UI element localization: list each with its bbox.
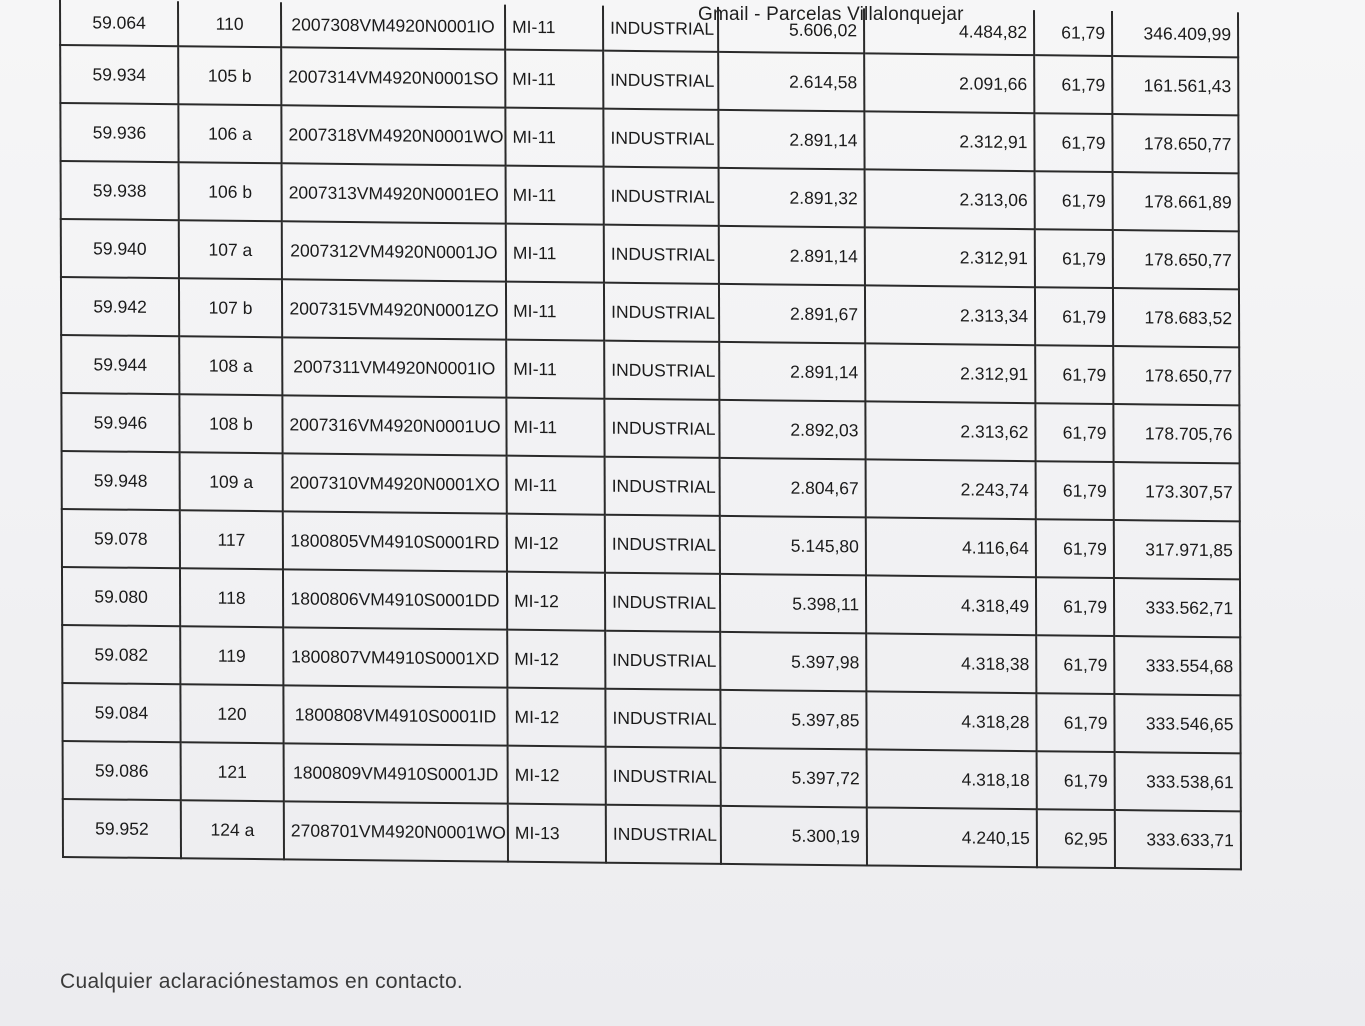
cell-total-value: 333.546,65 — [1114, 694, 1240, 753]
cell-parcel-number: 118 — [180, 568, 283, 627]
cell-zone-code: MI-12 — [507, 572, 605, 631]
cell-buildable-area: 2.312,91 — [865, 343, 1035, 403]
cell-land-use: INDUSTRIAL — [605, 515, 720, 574]
cell-buildable-area: 4.318,28 — [866, 691, 1036, 751]
cell-total-value: 161.561,43 — [1112, 56, 1238, 115]
cell-buildable-area: 4.240,15 — [867, 807, 1037, 867]
cell-total-value: 333.554,68 — [1114, 636, 1240, 695]
cell-surface: 5.397,72 — [721, 748, 867, 808]
cell-zone-code: MI-12 — [507, 514, 605, 573]
cell-parcel-number: 110 — [178, 1, 281, 47]
cell-record-number: 59.084 — [62, 683, 180, 742]
cell-surface: 2.614,58 — [718, 52, 864, 112]
cell-surface: 2.891,14 — [718, 110, 864, 170]
cell-cadastral-reference: 2007310VM4920N0001XO — [283, 453, 507, 513]
cell-unit-price: 62,95 — [1037, 809, 1115, 868]
cell-unit-price: 61,79 — [1035, 229, 1113, 288]
cell-zone-code: MI-11 — [505, 50, 603, 109]
cell-buildable-area: 4.318,49 — [866, 575, 1036, 635]
cell-record-number: 59.942 — [61, 277, 179, 336]
cell-record-number: 59.082 — [62, 625, 180, 684]
cell-cadastral-reference: 2007313VM4920N0001EO — [282, 163, 506, 223]
cell-record-number: 59.086 — [63, 741, 181, 800]
cell-record-number: 59.938 — [61, 161, 179, 220]
cell-zone-code: MI-11 — [506, 398, 604, 457]
cell-zone-code: MI-12 — [508, 746, 606, 805]
cell-total-value: 178.650,77 — [1112, 114, 1238, 173]
cell-surface: 2.891,67 — [719, 284, 865, 344]
cell-parcel-number: 120 — [180, 684, 283, 743]
cell-cadastral-reference: 1800808VM4910S0001ID — [283, 685, 507, 745]
cell-parcel-number: 108 b — [179, 394, 282, 453]
cell-zone-code: MI-12 — [507, 630, 605, 689]
cell-zone-code: MI-11 — [505, 108, 603, 167]
cell-total-value: 178.683,52 — [1113, 288, 1239, 347]
cell-buildable-area: 4.318,38 — [866, 633, 1036, 693]
cell-cadastral-reference: 2007314VM4920N0001SO — [281, 47, 505, 107]
cell-unit-price: 61,79 — [1034, 113, 1112, 172]
cell-total-value: 173.307,57 — [1114, 462, 1240, 521]
cell-cadastral-reference: 2007315VM4920N0001ZO — [282, 279, 506, 339]
cell-land-use: INDUSTRIAL — [606, 805, 721, 864]
cell-parcel-number: 105 b — [178, 46, 281, 105]
cell-parcel-number: 124 a — [181, 800, 284, 859]
footer-note: Cualquier aclaraciónestamos en contacto. — [60, 970, 464, 993]
cell-land-use: INDUSTRIAL — [604, 167, 719, 226]
cell-unit-price: 61,79 — [1036, 693, 1114, 752]
cell-unit-price: 61,79 — [1034, 10, 1112, 56]
cell-cadastral-reference: 1800807VM4910S0001XD — [283, 627, 507, 687]
cell-zone-code: MI-11 — [506, 340, 604, 399]
cell-record-number: 59.934 — [60, 45, 178, 104]
cell-total-value: 333.538,61 — [1115, 752, 1241, 811]
cell-record-number: 59.064 — [60, 0, 178, 46]
cell-surface: 5.145,80 — [720, 516, 866, 576]
cell-unit-price: 61,79 — [1036, 635, 1114, 694]
cell-cadastral-reference: 2708701VM4920N0001WO — [284, 801, 508, 861]
cell-land-use: INDUSTRIAL — [604, 225, 719, 284]
cell-surface: 2.891,32 — [719, 168, 865, 228]
cell-zone-code: MI-12 — [507, 688, 605, 747]
cell-unit-price: 61,79 — [1035, 171, 1113, 230]
cell-cadastral-reference: 1800805VM4910S0001RD — [283, 511, 507, 571]
cell-cadastral-reference: 2007312VM4920N0001JO — [282, 221, 506, 281]
cell-record-number: 59.936 — [60, 103, 178, 162]
cell-unit-price: 61,79 — [1035, 403, 1113, 462]
cell-total-value: 178.661,89 — [1113, 172, 1239, 231]
cell-unit-price: 61,79 — [1035, 287, 1113, 346]
cell-cadastral-reference: 2007311VM4920N0001IO — [282, 337, 506, 397]
cell-surface: 2.891,14 — [719, 226, 865, 286]
cell-land-use: INDUSTRIAL — [604, 399, 719, 458]
cell-buildable-area: 2.312,91 — [864, 111, 1034, 171]
cell-record-number: 59.952 — [63, 799, 181, 858]
cell-unit-price: 61,79 — [1036, 577, 1114, 636]
cell-surface: 5.606,02 — [718, 7, 864, 54]
cell-unit-price: 61,79 — [1037, 751, 1115, 810]
cell-total-value: 178.705,76 — [1113, 404, 1239, 463]
cell-land-use: INDUSTRIAL — [605, 457, 720, 516]
cell-buildable-area: 2.312,91 — [865, 227, 1035, 287]
cell-cadastral-reference: 1800806VM4910S0001DD — [283, 569, 507, 629]
cell-land-use: INDUSTRIAL — [604, 283, 719, 342]
cell-surface: 5.300,19 — [721, 806, 867, 866]
cell-zone-code: MI-11 — [507, 456, 605, 515]
cell-zone-code: MI-11 — [506, 224, 604, 283]
cell-record-number: 59.946 — [61, 393, 179, 452]
cell-land-use: INDUSTRIAL — [604, 341, 719, 400]
cell-total-value: 346.409,99 — [1112, 11, 1238, 57]
cell-buildable-area: 4.318,18 — [867, 749, 1037, 809]
cell-land-use: INDUSTRIAL — [603, 51, 718, 110]
cell-land-use: INDUSTRIAL — [606, 747, 721, 806]
cell-surface: 5.397,85 — [720, 690, 866, 750]
cell-record-number: 59.080 — [62, 567, 180, 626]
cell-total-value: 178.650,77 — [1113, 230, 1239, 289]
cell-cadastral-reference: 2007316VM4920N0001UO — [282, 395, 506, 455]
cell-cadastral-reference: 2007318VM4920N0001WO — [281, 105, 505, 165]
parcels-table-container — [59, 0, 1240, 870]
cell-parcel-number: 119 — [180, 626, 283, 685]
cell-surface: 5.398,11 — [720, 574, 866, 634]
cell-surface: 2.804,67 — [720, 458, 866, 518]
cell-buildable-area: 2.313,06 — [865, 169, 1035, 229]
cell-surface: 2.891,14 — [719, 342, 865, 402]
cell-zone-code: MI-13 — [508, 804, 606, 863]
cell-cadastral-reference: 1800809VM4910S0001JD — [284, 743, 508, 803]
cell-parcel-number: 107 b — [179, 278, 282, 337]
cell-unit-price: 61,79 — [1035, 345, 1113, 404]
cell-buildable-area: 2.091,66 — [864, 53, 1034, 113]
cell-unit-price: 61,79 — [1036, 461, 1114, 520]
table-row — [63, 799, 1241, 869]
cell-parcel-number: 107 a — [179, 220, 282, 279]
cell-parcel-number: 106 a — [178, 104, 281, 163]
cell-parcel-number: 117 — [180, 510, 283, 569]
cell-buildable-area: 2.313,34 — [865, 285, 1035, 345]
cell-parcel-number: 109 a — [180, 452, 283, 511]
cell-total-value: 333.633,71 — [1115, 810, 1241, 869]
cell-zone-code: MI-11 — [505, 5, 603, 51]
parcels-table-body — [60, 0, 1241, 869]
parcels-table — [59, 0, 1242, 870]
cell-surface: 5.397,98 — [720, 632, 866, 692]
cell-unit-price: 61,79 — [1036, 519, 1114, 578]
cell-buildable-area: 2.313,62 — [865, 401, 1035, 461]
cell-land-use: INDUSTRIAL — [605, 573, 720, 632]
cell-total-value: 317.971,85 — [1114, 520, 1240, 579]
cell-cadastral-reference: 2007308VM4920N0001IO — [281, 2, 505, 49]
cell-zone-code: MI-11 — [506, 282, 604, 341]
cell-land-use: INDUSTRIAL — [605, 689, 720, 748]
cell-record-number: 59.948 — [62, 451, 180, 510]
cell-parcel-number: 108 a — [179, 336, 282, 395]
cell-surface: 2.892,03 — [719, 400, 865, 460]
cell-total-value: 333.562,71 — [1114, 578, 1240, 637]
cell-record-number: 59.078 — [62, 509, 180, 568]
cell-land-use: INDUSTRIAL — [603, 6, 718, 52]
cell-zone-code: MI-11 — [506, 166, 604, 225]
cell-parcel-number: 121 — [181, 742, 284, 801]
cell-unit-price: 61,79 — [1034, 55, 1112, 114]
cell-buildable-area: 4.484,82 — [864, 8, 1034, 55]
cell-land-use: INDUSTRIAL — [603, 109, 718, 168]
cell-parcel-number: 106 b — [179, 162, 282, 221]
cell-record-number: 59.940 — [61, 219, 179, 278]
cell-total-value: 178.650,77 — [1113, 346, 1239, 405]
cell-buildable-area: 2.243,74 — [866, 459, 1036, 519]
cell-record-number: 59.944 — [61, 335, 179, 394]
cell-land-use: INDUSTRIAL — [605, 631, 720, 690]
cell-buildable-area: 4.116,64 — [866, 517, 1036, 577]
page-header-title: Gmail - Parcelas Villalonquejar — [698, 4, 964, 25]
